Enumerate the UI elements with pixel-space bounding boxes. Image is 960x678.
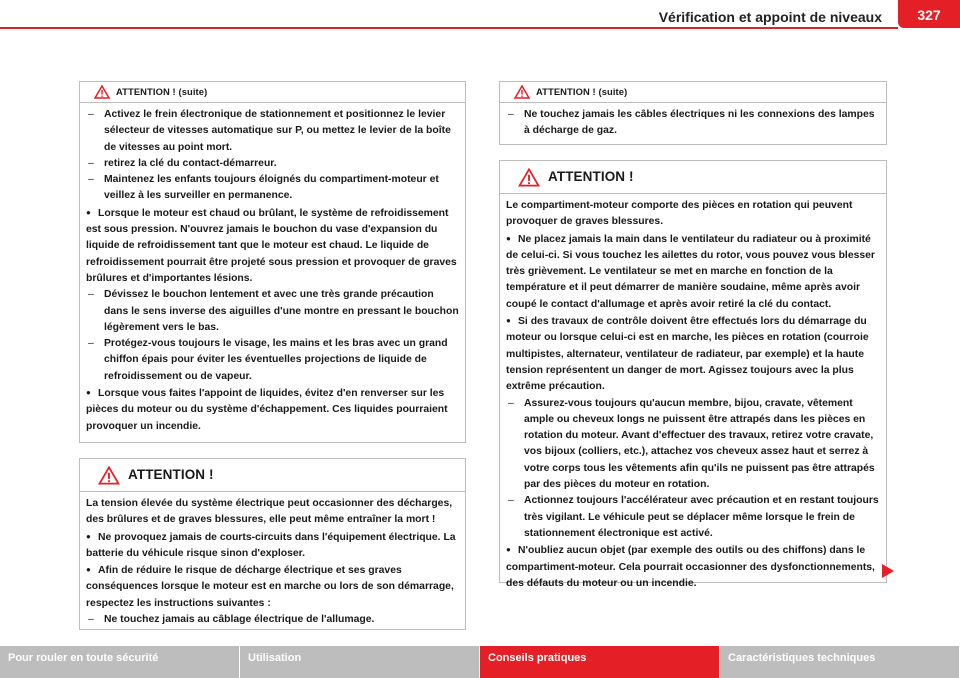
paragraph-text: Protégez-vous toujours le visage, les mains et les bras avec un grand chiffon épais pour éviter les éventuelles projections de liquide de refroidissement ou de vapeur.	[104, 338, 448, 382]
paragraph-text: retirez la clé du contact-démarreur.	[104, 157, 277, 169]
warning-triangle-icon	[98, 466, 120, 485]
warning-triangle-icon	[518, 168, 540, 187]
warning-box-header	[80, 459, 465, 492]
paragraph-text: Assurez-vous toujours qu'aucun membre, bijou, cravate, vêtement ample ou cheveux longs ne puissent être attrapés dans les pièces en rotation du moteur. Avant d'effectuer des travaux, retirez votre cravate, vos bijoux (colliers, etc.), attachez vos cheveux assez haut et serrez à votre corps tous les vêtements afin qu'ils ne puissent pas être attrapés par des pièces du moteur en rotation.	[524, 397, 875, 491]
dash-marker: –	[88, 157, 94, 169]
paragraph-text: Maintenez les enfants toujours éloignés du compartiment-moteur et veillez à les surveiller en permanence.	[104, 174, 439, 202]
warning-triangle-icon	[514, 85, 530, 99]
warning-paragraph	[86, 496, 459, 529]
warning-box-body	[500, 103, 886, 144]
warning-box-header	[500, 82, 886, 103]
dash-item	[86, 287, 459, 336]
bullet-paragraph	[506, 313, 880, 395]
dash-marker: –	[508, 495, 514, 507]
dash-item	[86, 172, 459, 205]
bullet-icon: ●	[506, 545, 511, 555]
warning-box-continued-right	[499, 81, 887, 145]
dash-item	[506, 493, 880, 542]
warning-box-header	[80, 82, 465, 103]
footer-tab-technical-specs[interactable]: Caractéristiques techniques	[720, 646, 960, 678]
warning-box-body	[80, 492, 465, 632]
warning-triangle-icon	[94, 85, 110, 99]
footer-nav	[0, 646, 960, 678]
paragraph-text: N'oubliez aucun objet (par exemple des outils ou des chiffons) dans le compartiment-moteur. Cela pourrait occasionner des dysfonctionnements, des défauts du moteur ou un incendie.	[506, 545, 875, 589]
dash-item	[86, 336, 459, 385]
warning-box-rotating-parts	[499, 160, 887, 589]
dash-marker: –	[88, 338, 94, 350]
paragraph-text: Activez le frein électronique de stationnement et positionnez le levier sélecteur de vitesses automatique sur P, ou mettez le levier de la boîte de vitesses au point mort.	[104, 109, 451, 153]
header-title: Vérification et appoint de niveaux	[658, 9, 882, 25]
warning-box-header	[500, 161, 886, 194]
bullet-icon: ●	[506, 233, 511, 243]
bullet-paragraph	[506, 542, 880, 592]
header-rule	[0, 27, 898, 29]
warning-heading: ATTENTION !	[128, 466, 214, 482]
warning-heading: ATTENTION ! (suite)	[536, 85, 628, 97]
dash-marker: –	[88, 614, 94, 626]
paragraph-text: La tension élevée du système électrique peut occasionner des décharges, des brûlures et de graves blessures, elle peut même entraîner la mort !	[86, 498, 453, 526]
bullet-icon: ●	[86, 565, 91, 575]
dash-item	[86, 107, 459, 156]
paragraph-text: Si des travaux de contrôle doivent être effectués lors du démarrage du moteur ou lorsque celui-ci est en marche, les pièces en rotation (courroie multipistes, alternateur, ventilateur de radiateur, par exemple) et la haute tension représentent un danger de mort. Agissez toujours avec la plus extrême précaution.	[506, 316, 869, 393]
bullet-icon: ●	[86, 388, 91, 398]
dash-marker: –	[88, 109, 94, 120]
paragraph-text: Lorsque le moteur est chaud ou brûlant, le système de refroidissement est sous pression. N'ouvrez jamais le bouchon du vase d'expansion du liquide de refroidissement tant que le moteur est chaud. Le liquide de refroidissement pourrait être projeté sous pression et provoquer de graves brûlures et d'importantes lésions.	[86, 207, 457, 284]
dash-marker: –	[88, 174, 94, 186]
dash-marker: –	[508, 109, 514, 120]
warning-heading: ATTENTION ! (suite)	[116, 85, 208, 97]
footer-tab-usage[interactable]: Utilisation	[240, 646, 480, 678]
paragraph-text: Actionnez toujours l'accélérateur avec précaution et en restant toujours très vigilant. Le véhicule peut se déplacer même lorsque le frein de stationnement électronique est activé.	[524, 495, 879, 539]
footer-tab-practical-tips[interactable]: Conseils pratiques	[480, 646, 720, 678]
paragraph-text: Afin de réduire le risque de décharge électrique et ses graves conséquences lorsque le moteur est en marche ou lors de son démarrage, respectez les instructions suivantes :	[86, 565, 454, 609]
paragraph-text: Le compartiment-moteur comporte des pièces en rotation qui peuvent provoquer de graves blessures.	[506, 200, 853, 228]
paragraph-text: Ne placez jamais la main dans le ventilateur du radiateur ou à proximité de celui-ci. Si vous touchez les ailettes du rotor, vous pouvez vous blesser très grièvement. Le ventilateur se met en marche en fonction de la température et il peut démarrer de manière soudaine, même après avoir coupé le contact d'allumage et après avoir retiré la clé du contact.	[506, 233, 875, 310]
paragraph-text: Ne touchez jamais les câbles électriques ni les connexions des lampes à décharge de gaz.	[524, 109, 875, 137]
bullet-paragraph	[86, 562, 459, 612]
warning-box-body	[500, 194, 886, 596]
warning-heading: ATTENTION !	[548, 168, 634, 184]
dash-marker: –	[88, 289, 94, 301]
bullet-icon: ●	[86, 207, 91, 217]
paragraph-text: Dévissez le bouchon lentement et avec une très grande précaution dans le sens inverse des aiguilles d'une montre en pressant le bouchon légèrement vers le bas.	[104, 289, 459, 333]
dash-item	[86, 156, 459, 172]
dash-item	[506, 396, 880, 494]
bullet-icon: ●	[86, 531, 91, 541]
paragraph-text: Ne provoquez jamais de courts-circuits dans l'équipement électrique. La batterie du véhicule risque sinon d'exploser.	[86, 531, 456, 559]
bullet-paragraph	[506, 231, 880, 313]
dash-item	[86, 612, 459, 628]
warning-paragraph	[506, 198, 880, 231]
footer-tab-safety[interactable]: Pour rouler en toute sécurité	[0, 646, 240, 678]
dash-item	[506, 107, 880, 140]
warning-box-body	[80, 103, 465, 439]
warning-box-continued-left	[79, 81, 466, 443]
paragraph-text: Ne touchez jamais au câblage électrique de l'allumage.	[104, 614, 375, 626]
paragraph-text: Lorsque vous faites l'appoint de liquides, évitez d'en renverser sur les pièces du moteur ou du système d'échappement. Ces liquides pourraient provoquer un incendie.	[86, 388, 448, 432]
dash-marker: –	[508, 397, 514, 409]
page-number: 327	[898, 0, 960, 28]
bullet-paragraph	[86, 385, 459, 435]
next-page-arrow-icon[interactable]	[882, 564, 894, 578]
warning-box-electrical	[79, 458, 466, 630]
bullet-paragraph	[86, 205, 459, 287]
bullet-icon: ●	[506, 316, 511, 326]
bullet-paragraph	[86, 529, 459, 563]
